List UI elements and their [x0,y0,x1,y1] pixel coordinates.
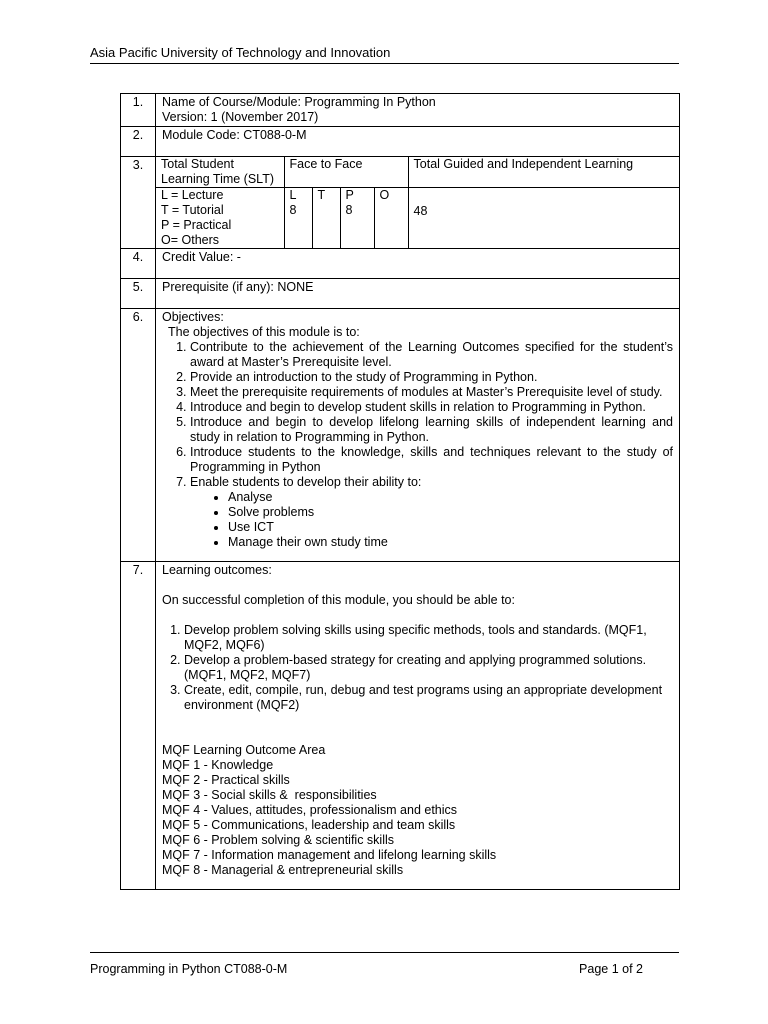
header-rule [90,63,679,64]
list-item: 3. Meet the prerequisite requirements of modules at Master’s Prerequisite level of study. [190,385,673,400]
code-tutorial: T = Tutorial [161,203,224,217]
list-item-text: Enable students to develop their ability to: [190,475,422,489]
table-row [121,562,680,890]
row-number: 7. [121,562,156,890]
table-row [121,309,680,562]
course-version: Version: 1 (November 2017) [162,110,319,124]
list-item: 3. Create, edit, compile, run, debug and test programs using an appropriate development environment (MQF2) [184,683,673,713]
col-label: O [379,188,390,202]
learning-outcomes-cell [156,562,680,890]
course-name-cell [156,94,680,127]
total-learning-value: 48 [408,188,679,249]
list-item: 1. Contribute to the achievement of the Learning Outcomes specified for the student’s award at Master’s Prerequisite level. [190,340,673,370]
col-lecture [284,188,312,249]
list-item: 5. Introduce and begin to develop lifelong learning skills of independent learning and study in relation to Programming in Python. [190,415,673,445]
list-item: 6. Introduce students to the knowledge, skills and techniques relevant to the study of Programming in Python [190,445,673,475]
list-item: 2. Provide an introduction to the study of Programming in Python. [190,370,673,385]
col-practical [340,188,374,249]
prerequisite: Prerequisite (if any): NONE [156,279,680,309]
col-value: 8 [289,203,297,217]
objectives-list [162,340,673,550]
col-label: T [317,188,326,202]
mqf-item: MQF 1 - Knowledge [162,758,274,772]
face-to-face-label: Face to Face [284,157,408,188]
slt-value-row [156,188,679,249]
bullet-item: • Use ICT [228,520,673,535]
table-row [121,94,680,127]
page-header: Asia Pacific University of Technology and Innovation [90,45,391,60]
module-table [120,93,680,890]
outcomes-list [162,623,673,713]
code-practical: P = Practical [161,218,232,232]
bullet-item: • Manage their own study time [228,535,673,550]
row-number: 3. [121,157,156,249]
list-item: 1. Develop problem solving skills using specific methods, tools and standards. (MQF1, MQF2, MQF6) [184,623,673,653]
table-row [121,279,680,309]
slt-table [156,157,679,248]
bullet-item: • Solve problems [228,505,673,520]
footer-rule [90,952,679,953]
code-others: O= Others [161,233,220,247]
slt-codes [156,188,284,249]
objectives-heading: Objectives: [162,310,224,324]
bullet-item: • Analyse [228,490,673,505]
mqf-item: MQF 4 - Values, attitudes, professionalism and ethics [162,803,458,817]
mqf-item: MQF 6 - Problem solving & scientific skills [162,833,395,847]
code-lecture: L = Lecture [161,188,224,202]
list-item: 2. Develop a problem-based strategy for creating and applying programmed solutions. (MQF1, MQF2, MQF7) [184,653,673,683]
page-number: Page 1 of 2 [579,962,643,976]
col-label: P [345,188,354,202]
outcomes-heading: Learning outcomes: [162,563,272,577]
list-item [190,475,673,550]
credit-value: Credit Value: - [156,249,680,279]
row-number: 2. [121,127,156,157]
ability-bullets [190,490,673,550]
mqf-item: MQF 7 - Information management and lifelong learning skills [162,848,497,862]
objectives-intro: The objectives of this module is to: [168,325,360,339]
slt-label: Total Student Learning Time (SLT) [156,157,284,188]
mqf-heading: MQF Learning Outcome Area [162,743,326,757]
row-number: 6. [121,309,156,562]
col-others [374,188,408,249]
outcomes-intro: On successful completion of this module, you should be able to: [162,593,515,607]
table-row [121,127,680,157]
footer-module: Programming in Python CT088-0-M [90,962,288,976]
list-item: 4. Introduce and begin to develop student skills in relation to Programming in Python. [190,400,673,415]
course-name: Name of Course/Module: Programming In Python [162,95,436,109]
mqf-item: MQF 5 - Communications, leadership and team skills [162,818,456,832]
mqf-item: MQF 3 - Social skills & responsibilities [162,788,377,802]
row-number: 4. [121,249,156,279]
mqf-item: MQF 2 - Practical skills [162,773,290,787]
col-value: 8 [345,203,353,217]
total-learning-label: Total Guided and Independent Learning [408,157,679,188]
row-number: 5. [121,279,156,309]
table-row [121,157,680,249]
mqf-item: MQF 8 - Managerial & entrepreneurial skills [162,863,404,877]
col-tutorial [312,188,340,249]
row-number: 1. [121,94,156,127]
module-code: Module Code: CT088-0-M [156,127,680,157]
objectives-cell [156,309,680,562]
col-label: L [289,188,297,202]
table-row [121,249,680,279]
slt-cell [156,157,680,249]
slt-header-row [156,157,679,188]
